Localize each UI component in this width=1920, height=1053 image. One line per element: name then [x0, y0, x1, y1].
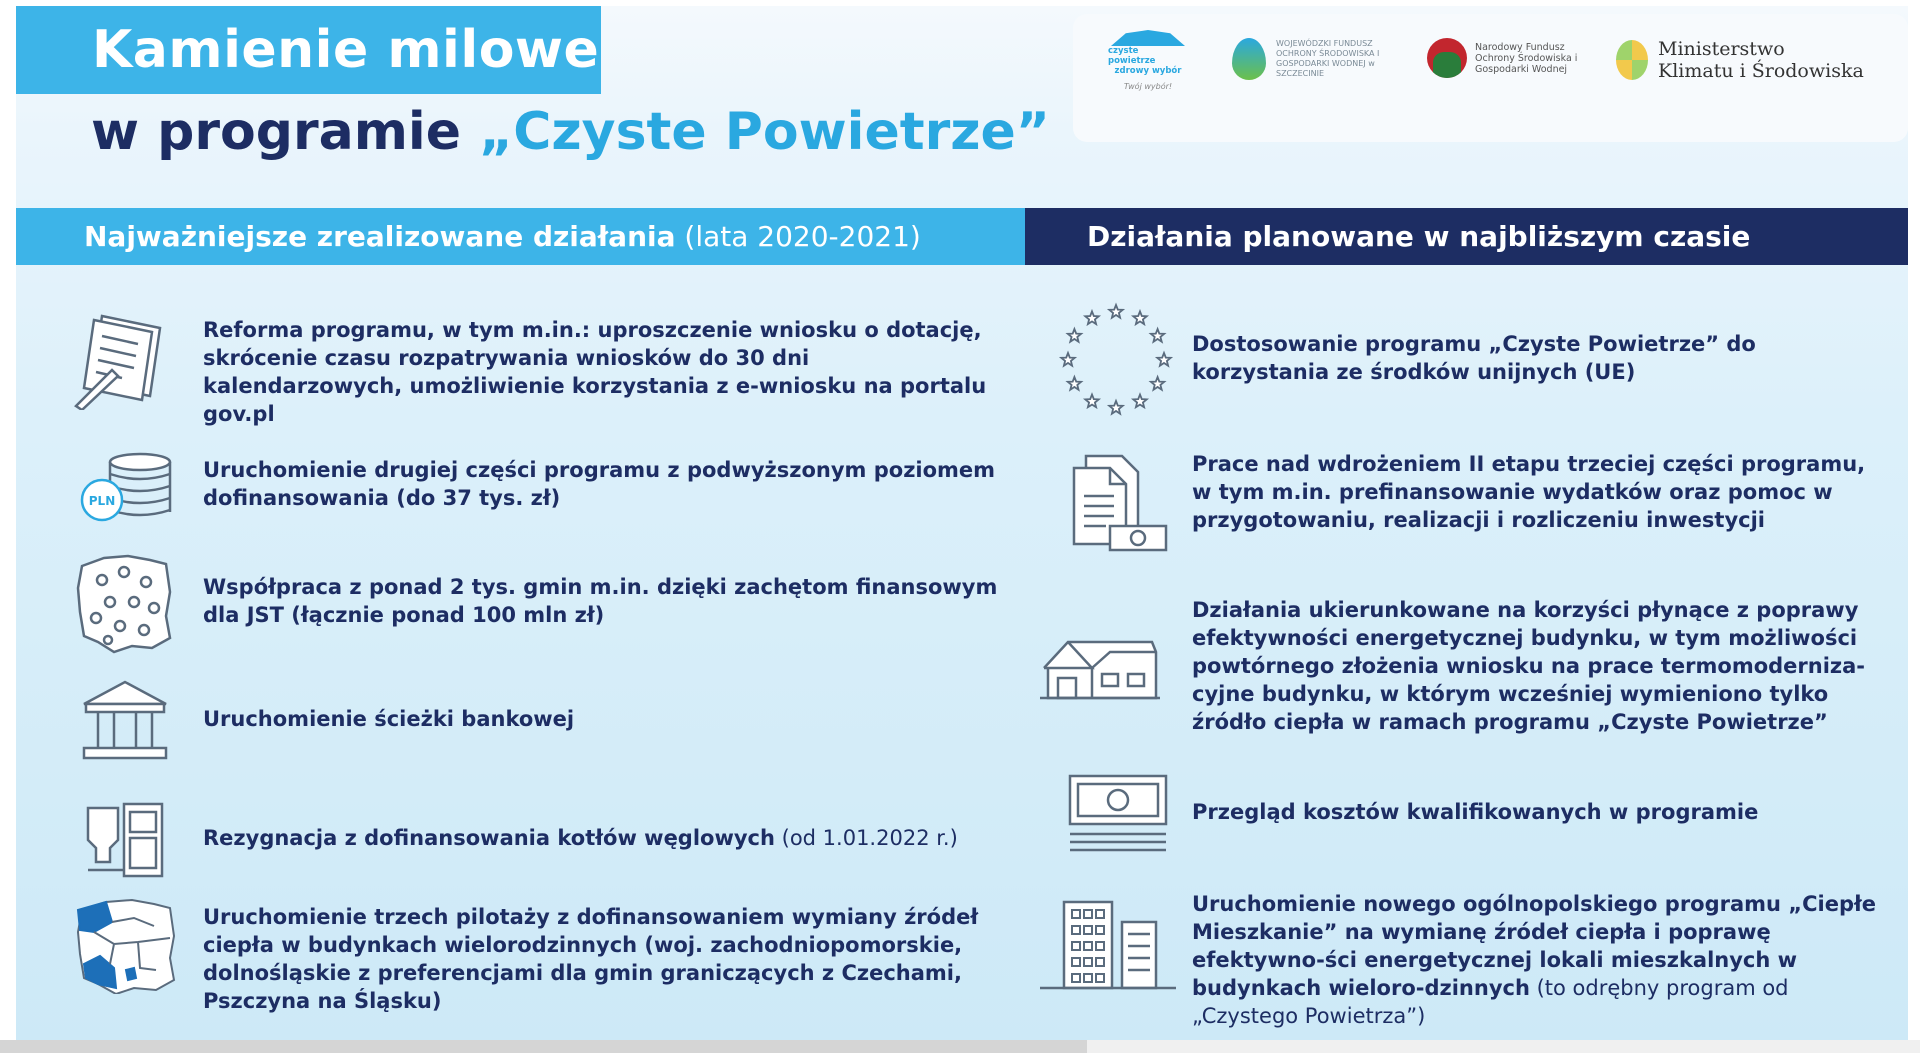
pln-coins-icon	[78, 452, 178, 524]
bank-icon	[80, 680, 170, 762]
house-icon	[1040, 638, 1160, 700]
left-item-reform-text: Reforma programu, w tym m.in.: uproszczenie wniosku o dotację, skrócenie czasu rozpatrywania wniosków do 30 dni kalendarzowych, umożliwienie korzystania z e-wniosku na portalu gov.pl	[203, 318, 987, 426]
water-drop-icon	[1232, 38, 1266, 80]
left-item-coal-light: (od 1.01.2022 r.)	[774, 826, 958, 850]
right-section-header: Działania planowane w najbliższym czasie	[1025, 208, 1908, 265]
eu-star	[1151, 377, 1164, 390]
ministerstwo-line2: Klimatu i Środowiska	[1658, 60, 1864, 82]
right-item-eu-funds-text: Dostosowanie programu „Czyste Powietrze” do korzystania ze środków unijnych (UE)	[1192, 332, 1756, 384]
left-item-bank-text: Uruchomienie ścieżki bankowej	[203, 707, 575, 731]
cp-logo-tagline: Twój wybór!	[1123, 82, 1173, 91]
czyste-powietrze-logo	[1108, 30, 1188, 91]
poland-map-regions-icon	[74, 898, 178, 994]
wfosigw-logo	[1232, 38, 1396, 80]
document-pen-icon	[72, 310, 176, 410]
eu-star	[1061, 353, 1074, 366]
ministerstwo-line1: Ministerstwo	[1658, 38, 1785, 60]
poland-map-dots-icon	[74, 552, 174, 656]
cp-logo-line1: czyste powietrze	[1108, 46, 1156, 66]
ministerstwo-logo-text	[1658, 38, 1878, 82]
eu-star	[1068, 329, 1081, 342]
left-item-pilots-text: Uruchomienie trzech pilotaży z dofinansowaniem wymiany źródeł ciepła w budynkach wielorodzinnych (woj. zachodniopomorskie, dolnośląskie z preferencjami dla gmin graniczących z Czechami, Pszczyna na Śląsku)	[203, 905, 979, 1013]
ministerstwo-emblem-icon	[1616, 40, 1648, 80]
eu-star	[1068, 377, 1081, 390]
apartment-buildings-icon	[1040, 898, 1176, 992]
ministerstwo-logo	[1616, 38, 1878, 82]
title-line-2-prefix: w programie	[91, 102, 480, 162]
right-item-cieple-mieszkanie-text	[1192, 890, 1882, 1030]
left-item-coal-bold: Rezygnacja z dofinansowania kotłów węglowych	[203, 826, 775, 850]
right-item-cieple-light: (to odrębny program od „Czystego Powietrza”)	[1192, 976, 1789, 1028]
cp-logo-line2: zdrowy wybór	[1114, 66, 1182, 76]
pln-label: PLN	[88, 494, 116, 508]
eu-star	[1151, 329, 1164, 342]
left-item-gminy-text: Współpraca z ponad 2 tys. gmin m.in. dzięki zachętom finansowym dla JST (łącznie ponad 100 mln zł)	[203, 575, 998, 627]
coal-boiler-icon	[84, 800, 166, 880]
eu-star	[1133, 395, 1146, 408]
right-item-efficiency-text: Działania ukierunkowane na korzyści płynące z poprawy efektywności energetycznej budynku, w tym możliwości powtórnego złożenia wniosku na prace termomoderniza-cyjne budynku, w którym wcześniej wymieniono tylko źródło ciepła w ramach programu „Czyste Powietrze”	[1192, 598, 1866, 734]
eu-stars-icon	[1056, 300, 1176, 420]
left-header-light: (lata 2020-2021)	[675, 220, 921, 253]
right-item-stage-two-text: Prace nad wdrożeniem II etapu trzeciej części programu, w tym m.in. prefinansowanie wydatków oraz pomoc w przygotowaniu, realizacji i rozliczeniu inwestycji	[1192, 452, 1866, 532]
eu-star	[1085, 311, 1098, 324]
left-header-bold: Najważniejsze zrealizowane działania	[84, 220, 676, 253]
title-line-2-accent: „Czyste Powietrze”	[479, 102, 1050, 162]
nfosigw-logo	[1427, 38, 1585, 78]
title-line-1: Kamienie milowe	[16, 6, 601, 94]
eu-star	[1133, 311, 1146, 324]
left-item-second-part-text: Uruchomienie drugiej części programu z podwyższonym poziomem dofinansowania (do 37 tys. zł)	[203, 458, 996, 510]
banknote-stack-icon	[1066, 772, 1170, 856]
house-roof-icon	[1111, 30, 1185, 46]
right-item-cieple-bold: Uruchomienie nowego ogólnopolskiego programu „Ciepłe Mieszkanie” na wymianę źródeł ciepła i poprawę efektywno-ści energetycznej lokali mieszkalnych w budynkach wieloro-dzinnych	[1192, 892, 1877, 1000]
documents-money-icon	[1066, 452, 1170, 554]
eu-star	[1109, 401, 1122, 414]
bottom-bar	[0, 1040, 1087, 1053]
eu-star	[1157, 353, 1170, 366]
title-line-2	[91, 96, 1050, 168]
eu-star	[1109, 305, 1122, 318]
nfosigw-logo-text: Narodowy Fundusz Ochrony Środowiska i Gospodarki Wodnej	[1475, 41, 1578, 75]
left-section-header	[16, 208, 1025, 265]
right-item-costs-text: Przegląd kosztów kwalifikowanych w programie	[1192, 800, 1759, 824]
eu-star	[1085, 395, 1098, 408]
wfosigw-logo-text: WOJEWÓDZKI FUNDUSZ OCHRONY ŚRODOWISKA I GOSPODARKI WODNEJ w SZCZECINIE	[1276, 39, 1380, 78]
left-item-coal-text	[203, 824, 1003, 852]
bottom-bar-right	[1087, 1040, 1920, 1053]
nfosigw-emblem-icon	[1427, 38, 1467, 78]
